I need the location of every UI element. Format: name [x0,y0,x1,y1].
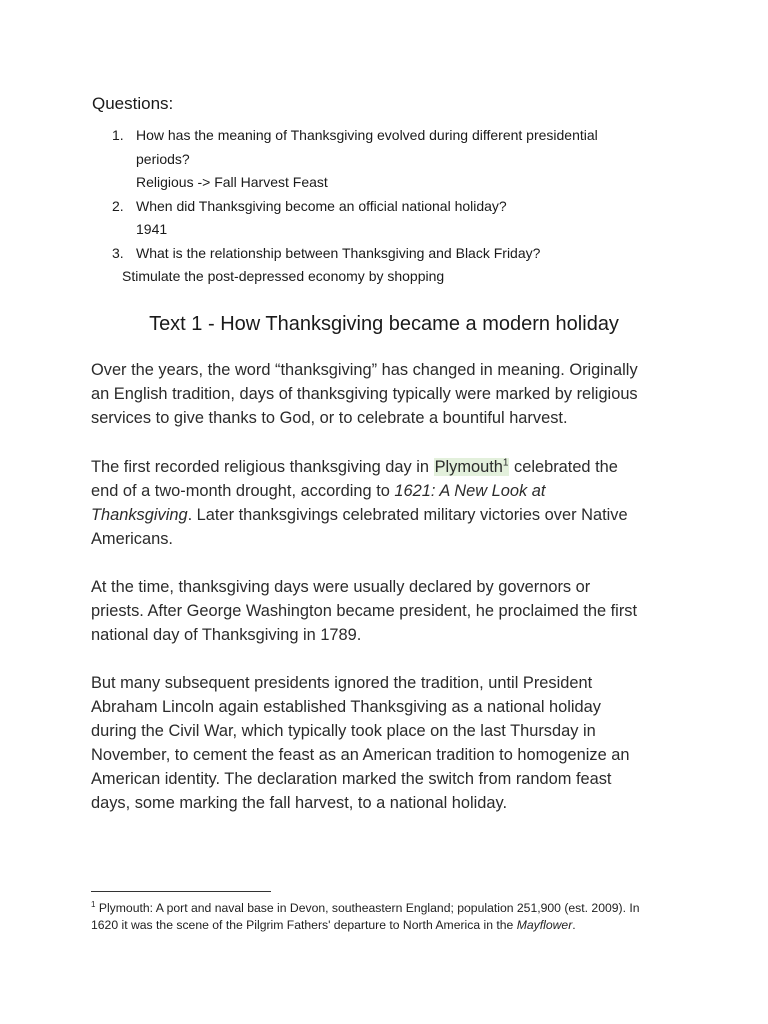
ship-name: Mayflower [516,918,573,932]
text-line: Abraham Lincoln again established Thanksgiving as a national holiday [91,698,601,716]
question-text: How has the meaning of Thanksgiving evolved during different presidential [136,127,598,143]
footnote-number: 1 [91,899,96,909]
question-answer: 1941 [136,221,168,237]
text-line: Americans. [91,530,173,548]
question-number: 3. [112,244,124,261]
text-line: At the time, thanksgiving days were usually declared by governors or [91,578,591,596]
question-number: 2. [112,197,124,214]
question-text: When did Thanksgiving become an official national holiday? [136,197,507,214]
question-answer: Religious -> Fall Harvest Feast [136,174,328,190]
question-item-3 [112,242,672,289]
paragraph-2 [91,455,691,551]
footnote-reference[interactable]: 1 [502,457,509,469]
paragraph-4 [91,671,691,815]
book-title: 1621: A New Look at [394,482,546,500]
question-item-1 [112,124,672,195]
footnote-divider [91,891,271,892]
book-title: Thanksgiving [91,506,188,524]
questions-heading: Questions: [92,94,174,113]
paragraph-1 [91,358,691,430]
text-line: But many subsequent presidents ignored the tradition, until President [91,674,593,692]
paragraph-3 [91,575,691,647]
text-line: November, to cement the feast as an American tradition to homogenize an [91,746,630,764]
text-line: national day of Thanksgiving in 1789. [91,626,362,644]
text-line: days, some marking the fall harvest, to a national holiday. [91,794,508,812]
text-title: Text 1 - How Thanksgiving became a modern holiday [149,313,619,335]
question-number: 1. [112,127,124,143]
highlight-text: Plymouth [434,458,503,476]
question-item-2 [112,195,672,242]
text-segment: end of a two-month drought, according to [91,482,395,500]
footnote-text: Plymouth: A port and naval base in Devon, southeastern England; population 251,900 (est. 2009). In [95,901,640,915]
text-segment: celebrated the [509,458,618,476]
text-line: priests. After George Washington became president, he proclaimed the first [91,602,638,620]
footnote-text: 1620 it was the scene of the Pilgrim Fathers' departure to North America in the [91,918,517,932]
text-line: services to give thanks to God, or to celebrate a bountiful harvest. [91,409,568,427]
text-line: American identity. The declaration marked the switch from random feast [91,770,612,788]
text-line: during the Civil War, which typically took place on the last Thursday in [91,722,596,740]
text-segment: The first recorded religious thanksgiving day in [91,458,434,476]
footnote-text: . [572,918,576,932]
footnote [91,900,651,934]
text-line: an English tradition, days of thanksgiving typically were marked by religious [91,385,638,403]
question-text: periods? [136,150,190,167]
text-segment: . Later thanksgivings celebrated military victories over Native [187,506,628,524]
plymouth-highlight [434,458,510,476]
question-text: What is the relationship between Thanksgiving and Black Friday? [136,244,541,261]
questions-list [112,124,672,289]
text-line: Over the years, the word “thanksgiving” has changed in meaning. Originally [91,361,638,379]
question-answer: Stimulate the post-depressed economy by shopping [122,268,445,284]
